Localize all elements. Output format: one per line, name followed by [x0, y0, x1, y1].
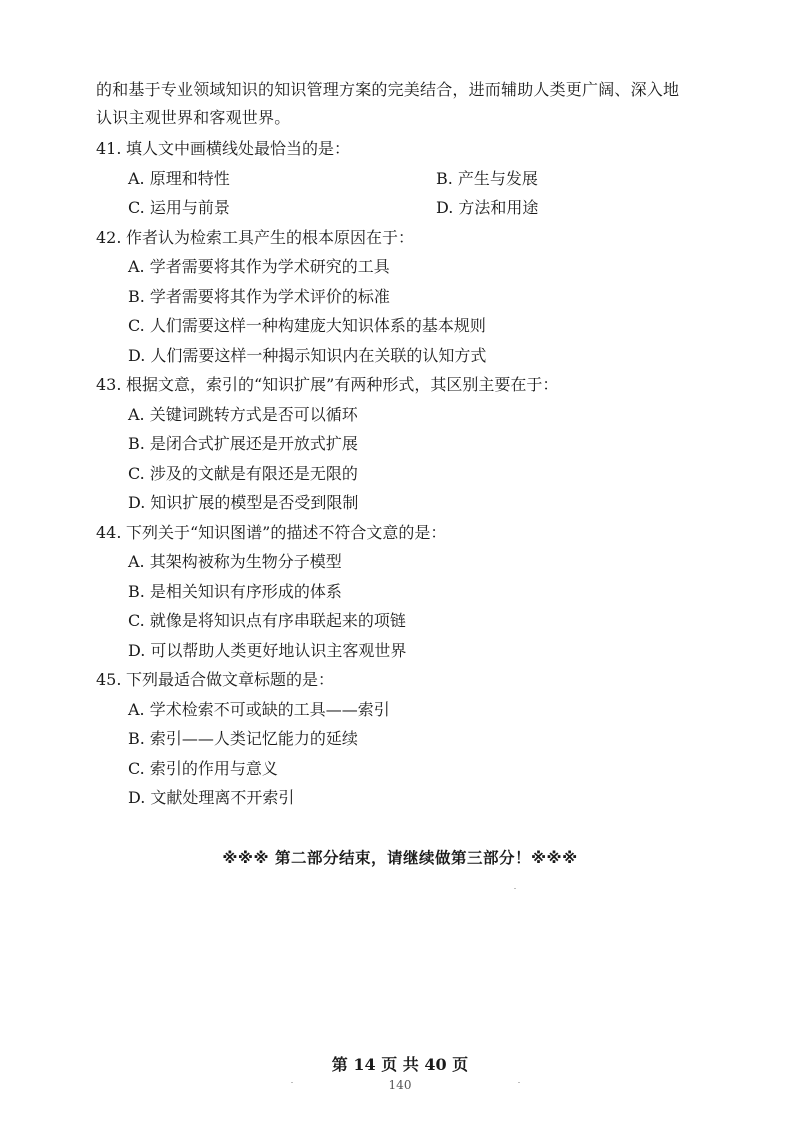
question-stem — [96, 665, 736, 695]
option-c: C. 涉及的文献是有限还是无限的 — [128, 463, 358, 483]
passage-line-1: 的和基于专业领域知识的知识管理方案的完美结合，进而辅助人类更广阔、深入地 — [96, 80, 680, 99]
question-text: 填人文中画横线处最恰当的是： — [126, 139, 351, 158]
question-number: 41. — [96, 139, 122, 158]
option-d: D. 文献处理离不开索引 — [128, 788, 295, 807]
option-d: D. 人们需要这样一种揭示知识内在关联的认知方式 — [128, 345, 487, 365]
scan-speck — [291, 1082, 293, 1083]
question-number: 43. — [96, 375, 122, 394]
option-b: B. 是相关知识有序形成的体系 — [128, 581, 342, 601]
question-42 — [96, 223, 736, 371]
option-d: D. 方法和用途 — [436, 198, 539, 217]
question-44 — [96, 518, 736, 666]
option-grid — [96, 164, 736, 223]
option-c: C. 人们需要这样一种构建庞大知识体系的基本规则 — [128, 316, 486, 335]
page-number: 140 — [388, 1078, 412, 1092]
option-a: A. 原理和特性 — [128, 168, 230, 188]
option-a: A. 其架构被称为生物分子模型 — [128, 552, 342, 571]
question-stem — [96, 518, 736, 548]
option-c: C. 索引的作用与意义 — [128, 758, 278, 778]
question-45 — [96, 665, 736, 813]
option-c: C. 就像是将知识点有序串联起来的项链 — [128, 611, 406, 630]
option-a: A. 学术检索不可或缺的工具——索引 — [128, 699, 390, 719]
option-a: A. 学者需要将其作为学术研究的工具 — [128, 257, 390, 276]
option-b: B. 产生与发展 — [436, 168, 538, 188]
option-c: C. 运用与前景 — [128, 198, 230, 217]
option-d: D. 知识扩展的模型是否受到限制 — [128, 493, 359, 512]
question-list — [96, 134, 736, 813]
question-stem — [96, 370, 736, 400]
option-list — [96, 695, 736, 813]
question-number: 45. — [96, 670, 122, 689]
option-list — [96, 400, 736, 518]
question-text: 作者认为检索工具产生的根本原因在于： — [126, 227, 415, 247]
question-text: 下列最适合做文章标题的是： — [126, 670, 335, 689]
question-41 — [96, 134, 736, 223]
option-list — [96, 547, 736, 665]
scan-speck — [518, 1082, 520, 1083]
question-number: 42. — [96, 227, 122, 247]
option-b: B. 是闭合式扩展还是开放式扩展 — [128, 434, 358, 453]
passage-continuation — [96, 76, 736, 132]
scan-speck — [514, 888, 516, 889]
option-b: B. 学者需要将其作为学术评价的标准 — [128, 286, 390, 306]
option-a: A. 关键词跳转方式是否可以循环 — [128, 404, 358, 424]
question-stem — [96, 223, 736, 253]
question-number: 44. — [96, 522, 122, 542]
passage-line-2: 认识主观世界和客观世界。 — [96, 108, 291, 127]
question-43 — [96, 370, 736, 518]
option-b: B. 索引——人类记忆能力的延续 — [128, 729, 358, 748]
option-d: D. 可以帮助人类更好地认识主客观世界 — [128, 640, 407, 660]
question-text: 下列关于“知识图谱”的描述不符合文意的是： — [126, 522, 447, 542]
question-text: 根据文意，索引的“知识扩展”有两种形式，其区别主要在于： — [126, 375, 559, 394]
page-count-label: 第 14 页 共 40 页 — [331, 1055, 469, 1074]
option-list — [96, 252, 736, 370]
section-end-notice: ※※※ 第二部分结束，请继续做第三部分！※※※ — [222, 849, 578, 867]
question-stem — [96, 134, 736, 164]
